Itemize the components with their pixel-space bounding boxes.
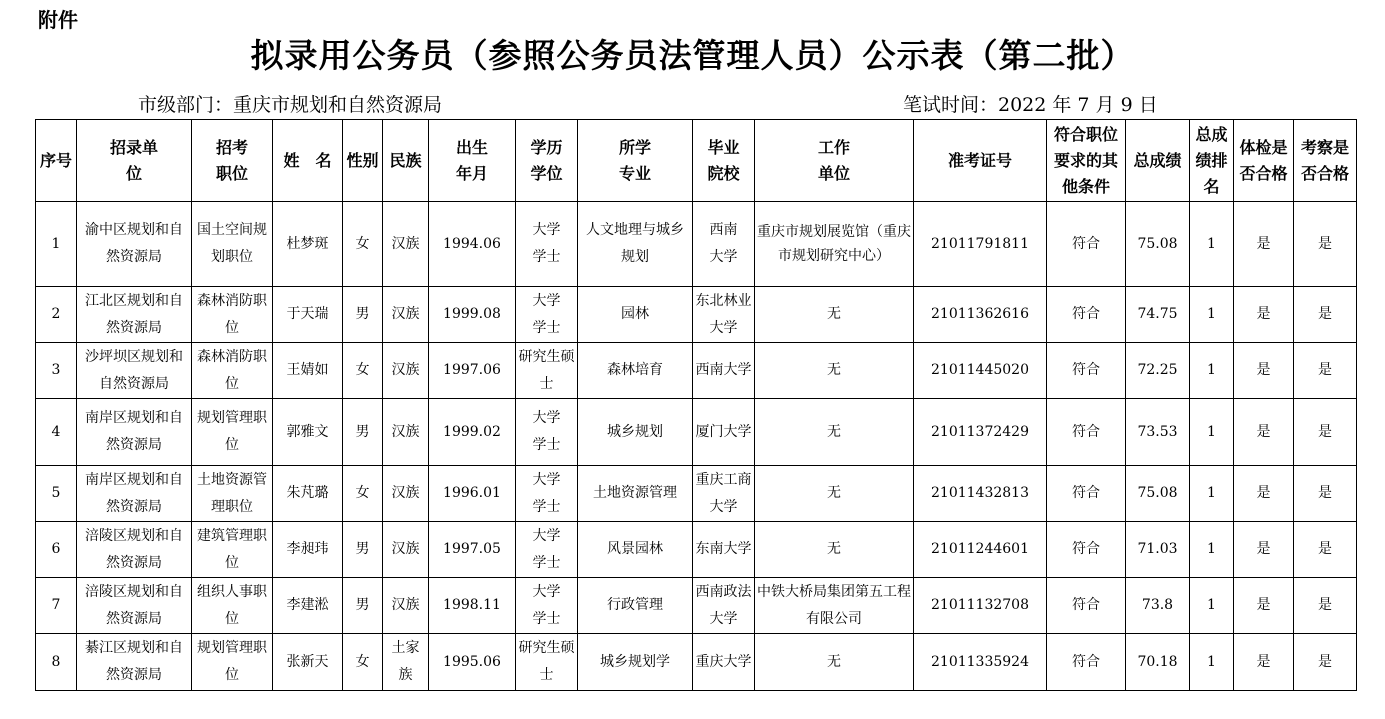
cell-ticket: 21011132708 [914,578,1047,634]
cell-ethnicity: 土家族 [383,634,429,691]
cell-conditions: 符合 [1047,578,1126,634]
cell-ticket: 21011445020 [914,343,1047,399]
cell-ethnicity: 汉族 [383,399,429,466]
table-row [36,634,1357,691]
cell-total: 72.25 [1126,343,1190,399]
header-ticket: 准考证号 [914,120,1047,202]
cell-school: 西南大学 [693,202,755,287]
cell-seq: 7 [36,578,77,634]
header-position: 招考职位 [192,120,273,202]
cell-seq: 2 [36,287,77,343]
cell-gender: 男 [343,578,383,634]
cell-rank: 1 [1190,522,1234,578]
cell-ticket: 21011362616 [914,287,1047,343]
cell-education: 大学学士 [516,202,578,287]
cell-rank: 1 [1190,578,1234,634]
cell-total: 75.08 [1126,202,1190,287]
cell-workplace: 无 [755,343,914,399]
cell-physical: 是 [1234,343,1294,399]
cell-physical: 是 [1234,578,1294,634]
cell-total: 70.18 [1126,634,1190,691]
cell-school: 西南大学 [693,343,755,399]
cell-conditions: 符合 [1047,287,1126,343]
header-education: 学历学位 [516,120,578,202]
cell-conditions: 符合 [1047,343,1126,399]
cell-position: 组织人事职位 [192,578,273,634]
cell-school: 东北林业大学 [693,287,755,343]
cell-rank: 1 [1190,634,1234,691]
cell-rank: 1 [1190,466,1234,522]
cell-ethnicity: 汉族 [383,343,429,399]
cell-unit: 渝中区规划和自然资源局 [77,202,192,287]
cell-physical: 是 [1234,522,1294,578]
cell-birth: 1998.11 [429,578,516,634]
header-major: 所学专业 [578,120,693,202]
cell-conditions: 符合 [1047,634,1126,691]
header-workplace: 工作单位 [755,120,914,202]
cell-name: 杜梦斑 [273,202,343,287]
cell-major: 城乡规划学 [578,634,693,691]
cell-physical: 是 [1234,399,1294,466]
cell-unit: 涪陵区规划和自然资源局 [77,578,192,634]
cell-unit: 涪陵区规划和自然资源局 [77,522,192,578]
header-school: 毕业院校 [693,120,755,202]
cell-gender: 女 [343,202,383,287]
cell-unit: 南岸区规划和自然资源局 [77,399,192,466]
cell-education: 研究生硕士 [516,343,578,399]
header-seq: 序号 [36,120,77,202]
cell-inspection: 是 [1294,634,1357,691]
cell-major: 森林培育 [578,343,693,399]
cell-workplace: 无 [755,522,914,578]
cell-workplace: 无 [755,634,914,691]
cell-position: 森林消防职位 [192,287,273,343]
cell-education: 大学学士 [516,466,578,522]
cell-birth: 1996.01 [429,466,516,522]
cell-unit: 沙坪坝区规划和自然资源局 [77,343,192,399]
cell-conditions: 符合 [1047,202,1126,287]
cell-seq: 3 [36,343,77,399]
cell-ticket: 21011791811 [914,202,1047,287]
cell-birth: 1999.08 [429,287,516,343]
cell-position: 土地资源管理职位 [192,466,273,522]
cell-conditions: 符合 [1047,399,1126,466]
cell-inspection: 是 [1294,202,1357,287]
cell-physical: 是 [1234,202,1294,287]
table-header-row [36,120,1357,202]
header-gender: 性别 [343,120,383,202]
table-row [36,343,1357,399]
header-physical: 体检是否合格 [1234,120,1294,202]
candidate-table [35,119,1357,691]
table-row [36,578,1357,634]
header-unit: 招录单位 [77,120,192,202]
table-row [36,399,1357,466]
cell-name: 郭雅文 [273,399,343,466]
cell-gender: 男 [343,287,383,343]
cell-rank: 1 [1190,399,1234,466]
cell-inspection: 是 [1294,399,1357,466]
header-ethnicity: 民族 [383,120,429,202]
cell-birth: 1997.05 [429,522,516,578]
cell-position: 建筑管理职位 [192,522,273,578]
cell-total: 73.8 [1126,578,1190,634]
header-rank: 总成绩排名 [1190,120,1234,202]
cell-conditions: 符合 [1047,466,1126,522]
cell-physical: 是 [1234,287,1294,343]
cell-name: 李昶玮 [273,522,343,578]
cell-position: 国土空间规划职位 [192,202,273,287]
cell-conditions: 符合 [1047,522,1126,578]
cell-school: 东南大学 [693,522,755,578]
header-birth: 出生年月 [429,120,516,202]
cell-workplace: 无 [755,399,914,466]
cell-gender: 女 [343,634,383,691]
cell-major: 土地资源管理 [578,466,693,522]
cell-workplace: 无 [755,287,914,343]
cell-gender: 男 [343,399,383,466]
cell-position: 规划管理职位 [192,399,273,466]
cell-rank: 1 [1190,287,1234,343]
cell-physical: 是 [1234,466,1294,522]
cell-position: 规划管理职位 [192,634,273,691]
cell-ticket: 21011335924 [914,634,1047,691]
cell-ethnicity: 汉族 [383,287,429,343]
cell-gender: 女 [343,466,383,522]
cell-inspection: 是 [1294,343,1357,399]
cell-seq: 1 [36,202,77,287]
cell-name: 王婧如 [273,343,343,399]
cell-unit: 南岸区规划和自然资源局 [77,466,192,522]
cell-name: 朱芃璐 [273,466,343,522]
exam-time-label: 笔试时间：2022 年 7 月 9 日 [903,94,1158,116]
table-row [36,466,1357,522]
cell-ethnicity: 汉族 [383,522,429,578]
cell-ethnicity: 汉族 [383,202,429,287]
cell-total: 74.75 [1126,287,1190,343]
cell-inspection: 是 [1294,287,1357,343]
document-title: 拟录用公务员（参照公务员法管理人员）公示表（第二批） [250,36,1135,75]
cell-total: 75.08 [1126,466,1190,522]
cell-major: 人文地理与城乡规划 [578,202,693,287]
cell-unit: 綦江区规划和自然资源局 [77,634,192,691]
cell-education: 大学学士 [516,399,578,466]
cell-name: 张新天 [273,634,343,691]
department-label: 市级部门：重庆市规划和自然资源局 [138,94,443,116]
cell-total: 71.03 [1126,522,1190,578]
cell-name: 于天瑞 [273,287,343,343]
cell-rank: 1 [1190,202,1234,287]
cell-school: 重庆大学 [693,634,755,691]
cell-school: 西南政法大学 [693,578,755,634]
cell-gender: 女 [343,343,383,399]
cell-workplace: 重庆市规划展览馆（重庆市规划研究中心） [755,202,914,287]
cell-birth: 1997.06 [429,343,516,399]
cell-birth: 1999.02 [429,399,516,466]
cell-workplace: 无 [755,466,914,522]
cell-major: 风景园林 [578,522,693,578]
cell-gender: 男 [343,522,383,578]
cell-inspection: 是 [1294,578,1357,634]
cell-ethnicity: 汉族 [383,466,429,522]
cell-major: 园林 [578,287,693,343]
cell-education: 研究生硕士 [516,634,578,691]
cell-seq: 6 [36,522,77,578]
cell-inspection: 是 [1294,466,1357,522]
cell-birth: 1994.06 [429,202,516,287]
cell-ticket: 21011244601 [914,522,1047,578]
cell-seq: 4 [36,399,77,466]
table-row [36,287,1357,343]
cell-seq: 5 [36,466,77,522]
cell-education: 大学学士 [516,522,578,578]
header-inspection: 考察是否合格 [1294,120,1357,202]
cell-workplace: 中铁大桥局集团第五工程有限公司 [755,578,914,634]
cell-inspection: 是 [1294,522,1357,578]
cell-major: 城乡规划 [578,399,693,466]
cell-school: 重庆工商大学 [693,466,755,522]
header-name: 姓 名 [273,120,343,202]
cell-education: 大学学士 [516,578,578,634]
header-conditions: 符合职位要求的其他条件 [1047,120,1126,202]
cell-major: 行政管理 [578,578,693,634]
cell-rank: 1 [1190,343,1234,399]
header-total: 总成绩 [1126,120,1190,202]
attachment-label: 附件 [38,8,78,32]
table-row [36,202,1357,287]
cell-total: 73.53 [1126,399,1190,466]
cell-position: 森林消防职位 [192,343,273,399]
cell-school: 厦门大学 [693,399,755,466]
table-row [36,522,1357,578]
cell-unit: 江北区规划和自然资源局 [77,287,192,343]
cell-seq: 8 [36,634,77,691]
cell-name: 李建淞 [273,578,343,634]
cell-ticket: 21011372429 [914,399,1047,466]
cell-birth: 1995.06 [429,634,516,691]
cell-ethnicity: 汉族 [383,578,429,634]
cell-education: 大学学士 [516,287,578,343]
cell-ticket: 21011432813 [914,466,1047,522]
cell-physical: 是 [1234,634,1294,691]
